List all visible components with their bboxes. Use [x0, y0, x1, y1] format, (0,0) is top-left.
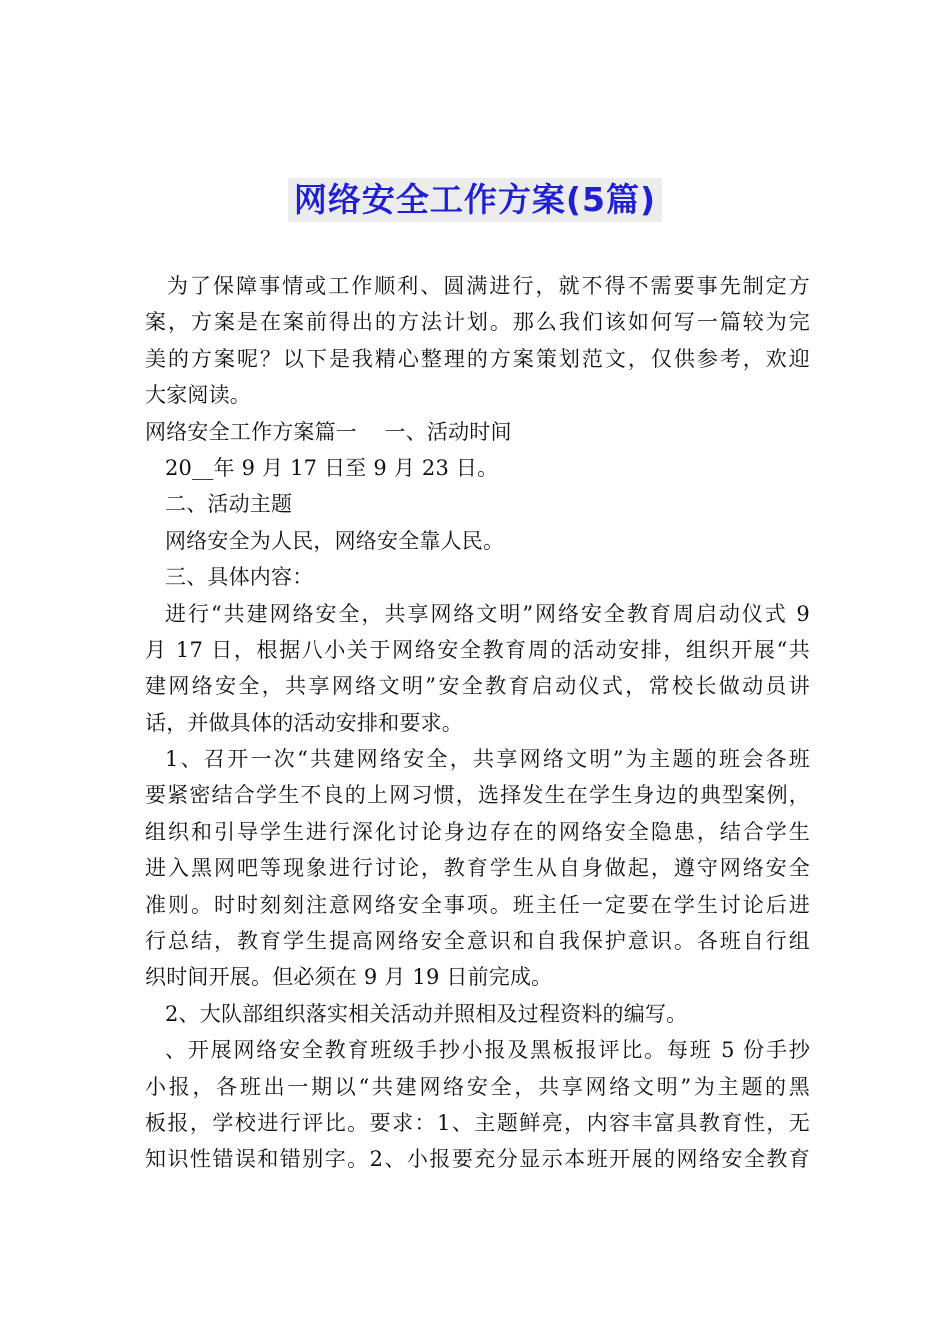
paragraph-line: 1、召开一次“共建网络安全，共享网络文明”为主题的班会各班 [165, 747, 810, 772]
title-container [0, 178, 950, 222]
paragraph-line: 2、大队部组织落实相关活动并照相及过程资料的编写。 [165, 1001, 688, 1026]
paragraph-line: 美的方案呢？以下是我精心整理的方案策划范文，仅供参考，欢迎 [145, 346, 810, 371]
paragraph-line: 进行“共建网络安全，共享网络文明”网络安全教育周启动仪式 9 [165, 601, 810, 626]
document-body [145, 268, 810, 1178]
paragraph-line: 建网络安全，共享网络文明”安全教育启动仪式，常校长做动员讲 [145, 674, 810, 699]
paragraph-line: 、开展网络安全教育班级手抄小报及黑板报评比。每班 5 份手抄 [165, 1038, 810, 1063]
paragraph-line: 知识性错误和错别字。2、小报要充分显示本班开展的网络安全教育 [145, 1147, 810, 1172]
paragraph-line: 话，并做具体的活动安排和要求。 [145, 710, 463, 735]
paragraph-line: 织时间开展。但必须在 9 月 19 日前完成。 [145, 965, 553, 990]
section-heading-line: 网络安全工作方案篇一 一、活动时间 [145, 419, 512, 444]
paragraph-line: 板报，学校进行评比。要求：1、主题鲜亮，内容丰富具教育性，无 [145, 1110, 810, 1135]
section-heading-line: 三、具体内容： [165, 565, 314, 590]
paragraph-line: 为了保障事情或工作顺利、圆满进行，就不得不需要事先制定方 [167, 274, 810, 298]
paragraph-line: 小报，各班出一期以“共建网络安全，共享网络文明”为主题的黑 [145, 1074, 810, 1099]
document-title: 网络安全工作方案(5篇) [288, 178, 662, 222]
paragraph-line: 组织和引导学生进行深化讨论身边存在的网络安全隐患，结合学生 [145, 819, 810, 844]
paragraph-line: 网络安全为人民，网络安全靠人民。 [165, 528, 505, 553]
section-heading-line: 二、活动主题 [165, 492, 293, 517]
paragraph-line: 20__年 9 月 17 日至 9 月 23 日。 [165, 455, 499, 480]
paragraph-line: 进入黑网吧等现象进行讨论，教育学生从自身做起，遵守网络安全 [145, 856, 810, 881]
paragraph-line: 行总结，教育学生提高网络安全意识和自我保护意识。各班自行组 [145, 929, 810, 954]
paragraph-line: 案，方案是在案前得出的方法计划。那么我们该如何写一篇较为完 [145, 310, 810, 335]
paragraph-line: 大家阅读。 [145, 383, 251, 408]
paragraph-line: 准则。时时刻刻注意网络安全事项。班主任一定要在学生讨论后进 [145, 892, 810, 917]
paragraph-line: 月 17 日，根据八小关于网络安全教育周的活动安排，组织开展“共 [145, 637, 810, 662]
paragraph-line: 要紧密结合学生不良的上网习惯，选择发生在学生身边的典型案例， [145, 783, 810, 808]
